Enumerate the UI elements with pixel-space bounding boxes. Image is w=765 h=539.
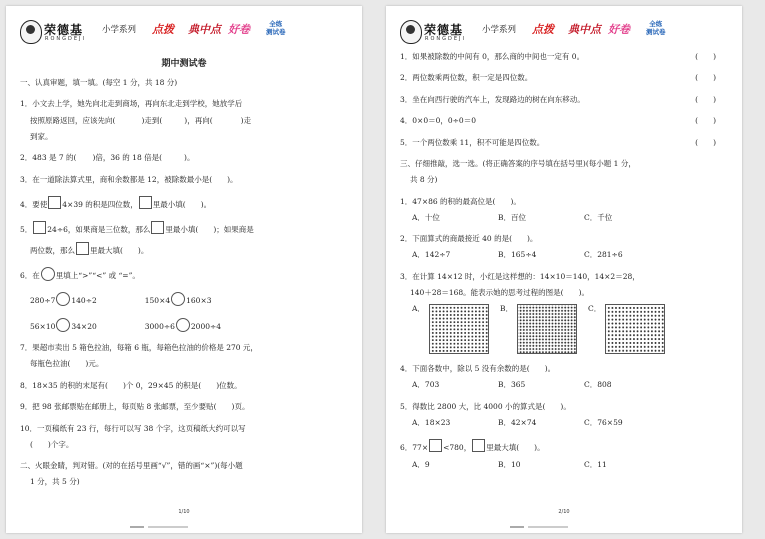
- question-7-line-1: 7．果超市卖出 5 箱色拉油，每箱 6 瓶，每箱色拉油的价格是 270 元，: [20, 343, 258, 353]
- brand-quanlian: 全练 测试卷: [646, 20, 666, 36]
- judge-5: 5．一个两位数乘 11，积不可能是四位数。 ( ): [400, 137, 716, 147]
- choice-4: 4．下面各数中，除以 5 没有余数的是( )。: [400, 364, 556, 374]
- section-3-heading-line-2: 共 8 分): [410, 175, 438, 185]
- question-7-line-2: 每瓶色拉油( )元。: [30, 359, 104, 369]
- judge-2: 2．两位数乘两位数，积一定是四位数。 ( ): [400, 73, 716, 83]
- page-number: 2/10: [558, 509, 570, 515]
- blank-box-icon: [76, 242, 89, 255]
- dot-grid-image-b: [517, 304, 577, 354]
- dot-grid-image-c: [605, 304, 665, 354]
- brand-name: 荣德基: [44, 23, 84, 37]
- choice-5: 5．得数比 2800 大，比 4000 小的算式是( )。: [400, 401, 571, 411]
- judge-1: 1．如果被除数的中间有 0，那么商的中间也一定有 0。 ( ): [400, 52, 716, 61]
- question-8: 8．18×35 的积的末尾有( )个 0，29×45 的积是( )位数。: [20, 380, 242, 390]
- section-2-heading: 二、火眼金睛，判对错。(对的在括号里画“√”，错的画“×”)(每小题: [20, 461, 243, 471]
- blank-circle-icon: [41, 267, 55, 281]
- choice-3-line-1: 3．在计算 14×12 时，小红是这样想的：14×10＝140，14×2＝28，: [400, 271, 640, 281]
- question-1-line-1: 1．小文去上学，她先向北走到商场，再向东北走到学校，她放学后: [20, 99, 243, 109]
- blank-box-icon: [48, 196, 61, 209]
- choice-2: 2．下面算式的商最接近 40 的是( )。: [400, 234, 538, 244]
- choice-1-options: A．十位 B．百位 C．千位: [412, 212, 613, 222]
- question-10-line-2: ( )个字。: [30, 439, 74, 449]
- blank-box-icon: [429, 439, 442, 452]
- choice-1: 1．47×86 的积的最高位是( )。: [400, 196, 521, 206]
- page-1: [6, 6, 362, 533]
- blank-circle-icon: [176, 318, 190, 332]
- question-5-line-1: 5． 24÷6，如果商是三位数，那么 里最小填( )；如果商是: [20, 221, 350, 235]
- judge-4: 4．0×0＝0，0÷0＝0 ( ): [400, 116, 716, 126]
- question-6-row-1: 280÷7 140÷2 150×4 160×3: [20, 292, 350, 306]
- section-3-heading: 三、仔细推敲，选一选。(将正确答案的序号填在括号里)(每小题 1 分，: [400, 158, 636, 168]
- brand-dianzhongdian: 典中点: [568, 23, 601, 36]
- question-5-line-2: 两位数，那么 里最大填( )。: [20, 242, 350, 256]
- page-1-content: [20, 78, 350, 499]
- question-6-row-2: 56×10 34×20 3000÷6 2000÷4: [20, 318, 350, 332]
- choice-4-options: A．703 B．365 C．808: [412, 380, 612, 390]
- brand-haojuan: 好卷: [228, 23, 250, 36]
- blank-box-icon: [151, 221, 164, 234]
- question-1-line-3: 到家。: [30, 131, 53, 141]
- page-header: [20, 20, 348, 46]
- blank-box-icon: [33, 221, 46, 234]
- logo-icon: [20, 20, 42, 44]
- judge-3: 3．坐在向西行驶的汽车上，发现路边的树在向东移动。 ( ): [400, 94, 716, 104]
- figure-c: C．: [588, 304, 676, 354]
- blank-circle-icon: [171, 292, 185, 306]
- brand-name: 荣德基: [424, 23, 464, 37]
- footer-marks: [130, 526, 240, 529]
- blank-circle-icon: [56, 292, 70, 306]
- blank-box-icon: [139, 196, 152, 209]
- figure-b: B．: [500, 304, 588, 354]
- choice-3-figures: [400, 304, 730, 354]
- section-1-heading: 一、认真审题，填一填。(每空 1 分，共 18 分): [20, 78, 178, 87]
- choice-3-line-2: 140＋28＝168。能表示她的思考过程的图是( )。: [410, 287, 590, 297]
- brand-sub: RONGDEJI: [45, 36, 86, 42]
- page-header: [400, 20, 728, 46]
- page-number: 1/10: [178, 509, 190, 515]
- page-title: 期中测试卷: [161, 59, 207, 69]
- brand-dianzhongdian: 典中点: [188, 23, 221, 36]
- footer-marks: [510, 526, 620, 529]
- question-9: 9．把 98 张邮票贴在邮册上，每页贴 8 张邮票，至少要贴( )页。: [20, 402, 250, 412]
- page-2-content: [400, 52, 730, 481]
- series-label: 小学系列: [102, 25, 137, 35]
- blank-circle-icon: [56, 318, 70, 332]
- figure-a: A．: [412, 304, 500, 354]
- choice-6: 6．77× <780， 里最大填( )。: [400, 439, 730, 453]
- series-label: 小学系列: [482, 25, 517, 35]
- logo-icon: [400, 20, 422, 44]
- question-1-line-2: 按照原路返回，应该先向( )走到( )，再向( )走: [30, 115, 252, 125]
- brand-sub: RONGDEJI: [425, 36, 466, 42]
- brand-dianbo: 点拨: [152, 23, 174, 36]
- question-2: 2．483 是 7 的( )倍，36 的 18 倍是( )。: [20, 153, 195, 163]
- choice-2-options: A．142÷7 B．165÷4 C．281÷6: [412, 250, 623, 260]
- page-2: [386, 6, 742, 533]
- section-2-heading-line-2: 1 分，共 5 分): [30, 477, 80, 487]
- choice-5-options: A．18×23 B．42×74 C．76×59: [412, 417, 623, 427]
- dot-grid-image-a: [429, 304, 489, 354]
- brand-haojuan: 好卷: [608, 23, 630, 36]
- choice-6-options: A．9 B．10 C．11: [412, 459, 607, 469]
- brand-quanlian: 全练 测试卷: [266, 20, 286, 36]
- question-4: 4．要使 4×39 的积是四位数， 里最小填( )。: [20, 196, 350, 210]
- brand-dianbo: 点拨: [532, 23, 554, 36]
- question-6: 6．在 里填上“>”“<” 或 “=”。: [20, 267, 350, 281]
- question-10-line-1: 10．一页稿纸有 23 行，每行可以写 38 个字，这页稿纸大约可以写: [20, 423, 246, 433]
- blank-box-icon: [472, 439, 485, 452]
- question-3: 3．在一道除法算式里，商和余数都是 12，被除数最小是( )。: [20, 174, 238, 184]
